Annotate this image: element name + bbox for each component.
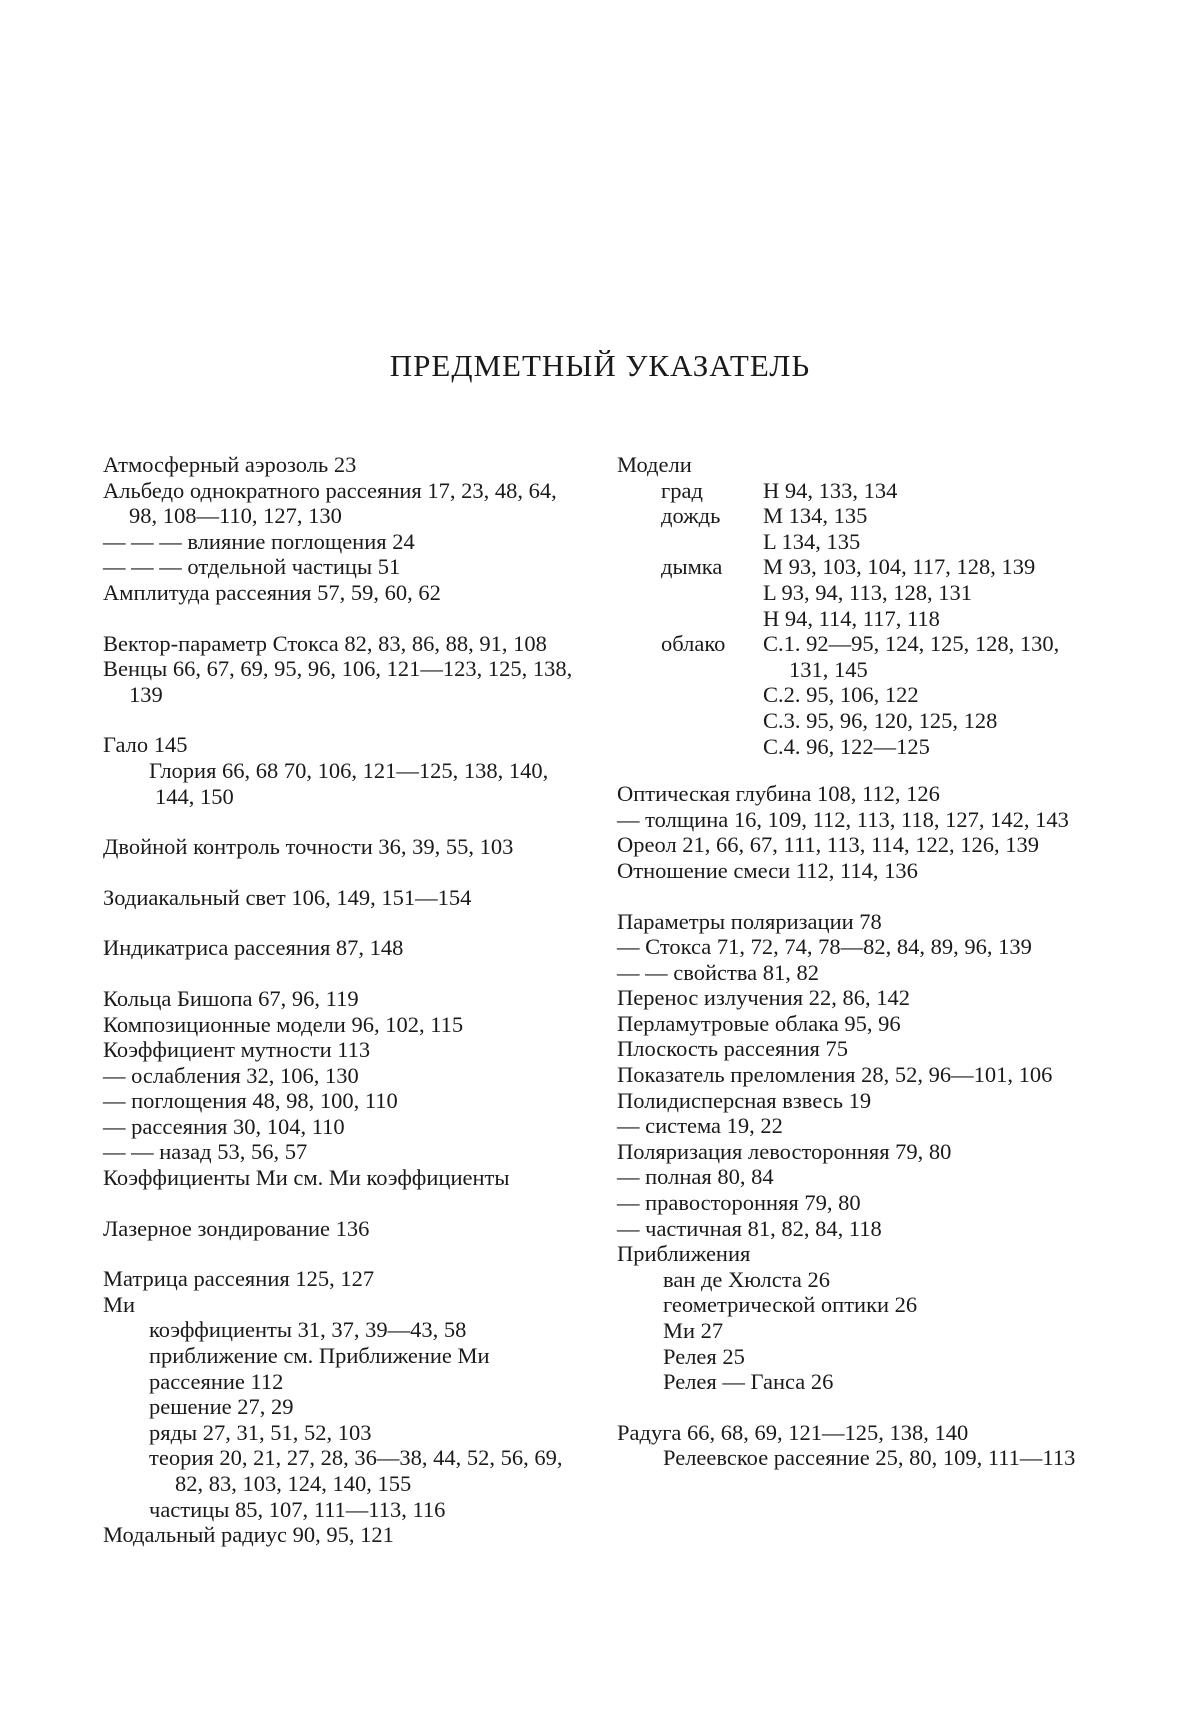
- index-entry: Релея — Ганса 26: [663, 1369, 834, 1395]
- index-entry: Перенос излучения 22, 86, 142: [617, 985, 910, 1011]
- index-entry: — правосторонняя 79, 80: [617, 1190, 861, 1216]
- index-entry: Плоскость рассеяния 75: [617, 1036, 848, 1062]
- index-entry: — частичная 81, 82, 84, 118: [617, 1215, 882, 1241]
- index-entry: Вектор-параметр Стокса 82, 83, 86, 88, 91, 108: [103, 630, 547, 656]
- index-entry: Композиционные модели 96, 102, 115: [103, 1011, 464, 1037]
- model-row: [617, 529, 1097, 555]
- models-heading: Модели: [617, 452, 692, 477]
- index-entry: Гало 145: [103, 732, 188, 758]
- index-entry: коэффициенты 31, 37, 39—43, 58: [149, 1317, 467, 1343]
- index-entry: Матрица рассеяния 125, 127: [103, 1266, 375, 1292]
- index-entry: — — — отдельной частицы 51: [103, 554, 401, 580]
- index-entry: Двойной контроль точности 36, 39, 55, 103: [103, 834, 514, 860]
- model-value: L 93, 94, 113, 128, 131: [763, 579, 972, 605]
- model-name: [617, 529, 763, 555]
- index-entry: Приближения: [617, 1241, 751, 1267]
- model-name: дымка: [661, 554, 723, 580]
- index-entry: Радуга 66, 68, 69, 121—125, 138, 140: [617, 1419, 969, 1445]
- page-title: ПРЕДМЕТНЫЙ УКАЗАТЕЛЬ: [389, 348, 811, 383]
- index-entry: — — назад 53, 56, 57: [103, 1139, 308, 1165]
- model-row: [617, 503, 1097, 529]
- index-entry: Венцы 66, 67, 69, 95, 96, 106, 121—123, 125, 138, 139: [103, 656, 573, 707]
- model-value: M 93, 103, 104, 117, 128, 139: [763, 554, 1036, 580]
- model-name: облако: [661, 631, 726, 657]
- index-entry: Кольца Бишопа 67, 96, 119: [103, 985, 359, 1011]
- index-entry: ряды 27, 31, 51, 52, 103: [149, 1419, 372, 1445]
- model-value: C.3. 95, 96, 120, 125, 128: [763, 707, 998, 733]
- index-entry: Ми 27: [663, 1318, 724, 1343]
- model-value: C.1. 92—95, 124, 125, 128, 130, 131, 145: [763, 631, 1060, 682]
- model-name: дождь: [661, 503, 721, 529]
- index-entry: частицы 85, 107, 111—113, 116: [149, 1496, 446, 1522]
- index-entry: решение 27, 29: [149, 1394, 294, 1420]
- models-block: [617, 452, 1097, 759]
- index-entry: Перламутровые облака 95, 96: [617, 1010, 901, 1036]
- model-row: [617, 708, 1097, 734]
- index-entry: Коэффициенты Ми см. Ми коэффициенты: [103, 1165, 510, 1191]
- model-name: град: [661, 477, 703, 503]
- index-entry: — рассеяния 30, 104, 110: [103, 1113, 345, 1139]
- index-entry: — Стокса 71, 72, 74, 78—82, 84, 89, 96, 139: [617, 934, 1032, 960]
- index-entry: — ослабления 32, 106, 130: [103, 1062, 359, 1088]
- index-entry: рассеяние 112: [149, 1368, 284, 1394]
- index-entry: Поляризация левосторонняя 79, 80: [617, 1138, 952, 1164]
- model-value: H 94, 114, 117, 118: [763, 605, 940, 631]
- model-value: C.2. 95, 106, 122: [763, 682, 919, 708]
- model-value: M 134, 135: [763, 503, 868, 529]
- model-name: [617, 708, 763, 734]
- index-entry: Параметры поляризации 78: [617, 908, 882, 934]
- index-entry: Показатель преломления 28, 52, 96—101, 106: [617, 1062, 1053, 1088]
- model-row: [617, 554, 1097, 580]
- index-entry: Релеевское рассеяние 25, 80, 109, 111—113: [663, 1445, 1076, 1471]
- index-entry: Ми: [103, 1291, 136, 1317]
- model-row: [617, 478, 1097, 504]
- model-row: [617, 682, 1097, 708]
- index-column-left: [103, 452, 588, 1548]
- model-row: [617, 606, 1097, 632]
- index-column-right: [617, 452, 1097, 1471]
- model-name: [617, 682, 763, 708]
- index-entry: Полидисперсная взвесь 19: [617, 1087, 872, 1113]
- index-entry: Коэффициент мутности 113: [103, 1037, 371, 1063]
- index-entry: Лазерное зондирование 136: [103, 1215, 370, 1241]
- model-value: H 94, 133, 134: [763, 477, 898, 503]
- index-entry: Модальный радиус 90, 95, 121: [103, 1522, 394, 1548]
- index-entry: Альбедо однократного рассеяния 17, 23, 48, 64, 98, 108—110, 127, 130: [103, 477, 557, 529]
- index-entry: приближение см. Приближение Ми: [149, 1343, 490, 1369]
- index-entry: Зодиакальный свет 106, 149, 151—154: [103, 884, 472, 910]
- index-entry: теория 20, 21, 27, 28, 36—38, 44, 52, 56, 69, 82, 83, 103, 124, 140, 155: [149, 1445, 563, 1496]
- model-name: [617, 734, 763, 760]
- index-column-right-entries: [617, 781, 1097, 1471]
- index-entry: геометрической оптики 26: [663, 1292, 918, 1318]
- index-entry: Оптическая глубина 108, 112, 126: [617, 781, 940, 807]
- index-entry: — — свойства 81, 82: [617, 959, 820, 985]
- model-name: [617, 580, 763, 606]
- index-entry: Атмосферный аэрозоль 23: [103, 452, 357, 477]
- index-entry: — поглощения 48, 98, 100, 110: [103, 1088, 398, 1114]
- index-entry: Глория 66, 68 70, 106, 121—125, 138, 140, 144, 150: [149, 757, 549, 809]
- index-entry: Релея 25: [663, 1343, 745, 1369]
- index-entry: — толщина 16, 109, 112, 113, 118, 127, 142, 143: [617, 806, 1069, 832]
- index-entry: — система 19, 22: [617, 1113, 783, 1139]
- index-entry: ван де Хюлста 26: [663, 1266, 830, 1292]
- model-value: C.4. 96, 122—125: [763, 733, 930, 759]
- index-entry: Отношение смеси 112, 114, 136: [617, 857, 918, 883]
- index-entry: Амплитуда рассеяния 57, 59, 60, 62: [103, 579, 441, 605]
- model-row: [617, 734, 1097, 760]
- index-entry: Ореол 21, 66, 67, 111, 113, 114, 122, 126, 139: [617, 832, 1039, 858]
- index-entry: — — — влияние поглощения 24: [103, 528, 415, 554]
- model-row: [617, 580, 1097, 606]
- model-row: [617, 631, 1097, 682]
- model-name: [617, 606, 763, 632]
- index-entry: Индикатриса рассеяния 87, 148: [103, 935, 404, 961]
- index-entry: — полная 80, 84: [617, 1164, 774, 1190]
- model-value: L 134, 135: [763, 528, 861, 554]
